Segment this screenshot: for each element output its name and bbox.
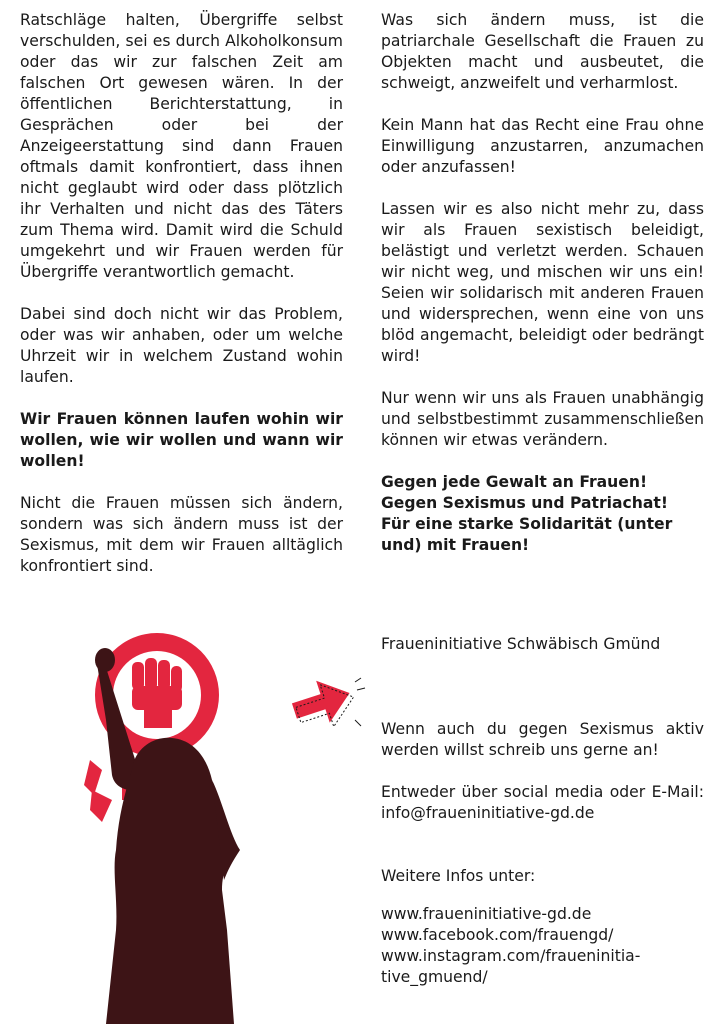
signature: Fraueninitiative Schwäbisch Gmünd (381, 635, 661, 653)
contact-paragraph-1: Wenn auch du gegen Sexismus aktiv werden willst schreib uns gerne an! (381, 720, 704, 759)
right-paragraph-4: Nur wenn wir uns als Frauen unabhängig und selbstbestimmt zusammenschließen können wir etwas verändern. (381, 389, 704, 449)
link-instagram-line2[interactable]: tive_gmuend/ (381, 968, 488, 986)
right-paragraph-1: Was sich ändern muss, ist die patriarchale Gesellschaft die Frauen zu Objekten macht und ausbeutet, die schweigt, anzweifelt und verharmlost. (381, 11, 704, 92)
right-paragraph-2: Kein Mann hat das Recht eine Frau ohne Einwilligung anzustarren, anzumachen oder anzufassen! (381, 116, 704, 176)
right-paragraph-3: Lassen wir es also nicht mehr zu, dass wir als Frauen sexistisch beleidigt, belästigt und verletzt werden. Schauen wir nicht weg, und mischen wir uns ein! Seien wir solidarisch mit anderen Frauen und widersprechen, wenn eine von uns blöd angemacht, beleidigt oder bedrängt wird! (381, 200, 704, 365)
slogans (381, 472, 704, 556)
right-column (381, 10, 704, 556)
left-paragraph-4: Nicht die Frauen müssen sich ändern, sondern was sich ändern muss ist der Sexismus, mit dem wir Frauen alltäglich konfrontiert sind. (20, 494, 343, 575)
raised-fist-illustration (72, 600, 272, 1024)
signature-block (381, 634, 704, 655)
left-paragraph-1: Ratschläge halten, Übergriffe selbst verschulden, sei es durch Alkoholkonsum oder das wir zur falschen Zeit am falschen Ort gewesen wären. In der öffentlichen Berichterstattung, in Gesprächen oder bei der Anzeigeerstattung sind dann Frauen oftmals damit konfrontiert, dass ihnen nicht geglaubt wird oder dass plötzlich ihr Verhalten und nicht das des Täters zum Thema wird. Damit wird die Schuld umgekehrt und wir Frauen werden für Übergriffe verantwortlich gemacht. (20, 11, 343, 281)
link-website[interactable]: www.fraueninitiative-gd.de (381, 905, 592, 923)
slogan-2: Gegen Sexismus und Patriachat! (381, 494, 668, 512)
slogan-3: Für eine starke Solidarität (unter und) mit Frauen! (381, 515, 673, 554)
red-arrow-icon (289, 672, 369, 732)
contact-paragraph-2: Entweder über social media oder E-Mail: info@fraueninitiative-gd.de (381, 783, 704, 822)
link-facebook[interactable]: www.facebook.com/frauengd/ (381, 926, 614, 944)
more-info-label: Weitere Infos unter: (381, 867, 536, 885)
link-instagram-line1[interactable]: www.instagram.com/fraueninitia- (381, 947, 641, 965)
links-block (381, 904, 704, 988)
left-column (20, 10, 343, 598)
more-info-block (381, 866, 704, 887)
slogan-1: Gegen jede Gewalt an Frauen! (381, 473, 648, 491)
contact-block (381, 719, 704, 845)
left-paragraph-2: Dabei sind doch nicht wir das Problem, oder was wir anhaben, oder um welche Uhrzeit wir in welchem Zustand wohin laufen. (20, 305, 343, 386)
left-bold-statement: Wir Frauen können laufen wohin wir wollen, wie wir wollen und wann wir wollen! (20, 410, 343, 470)
